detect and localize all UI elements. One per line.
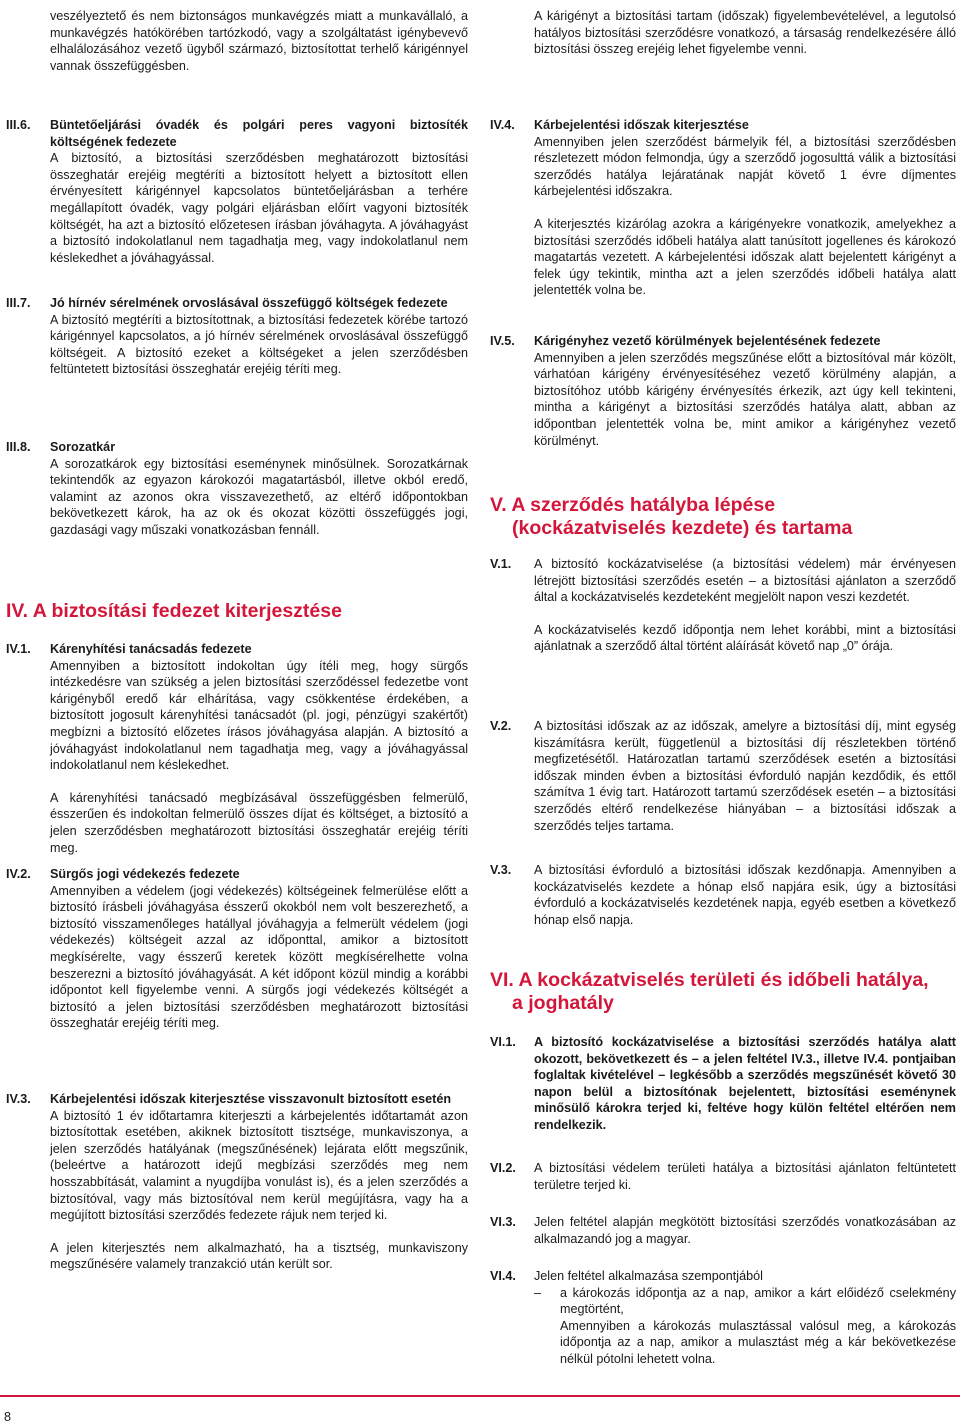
footer-divider xyxy=(0,1395,960,1397)
heading-v-line2: (kockázatviselés kezdete) és tartama xyxy=(512,517,853,539)
section-text: Amennyiben a védelem (jogi védekezés) költségeinek felmerülése előtt a biztosító írásbeli jóváhagyása ésszerű okokból nem volt beszerezhető, a biztosító visszamenőleges hatállyal jóváhagyja a felmerült védelem (jogi védekezés) költségeit azzal az időponttal, amikor a biztosított megkísérelte, vagy ésszerű keretek között megkísérelhette volna beszerezni a biztosító jóváhagyását. A két időpont közül mindig a korábbi időpontot kell figyelembe venni. A sürgős jogi védekezés költségét a biztosító a jelen biztosítási szerződésben meghatározott biztosítási összeghatár erejéig téríti meg. xyxy=(50,883,468,1031)
section-vi-4 xyxy=(490,1268,956,1368)
section-v-3 xyxy=(490,862,956,928)
heading-v xyxy=(490,494,852,540)
section-number: V.3. xyxy=(490,863,512,877)
heading-iv: IV. A biztosítási fedezet kiterjesztése xyxy=(6,600,342,622)
section-text: A biztosító 1 év időtartamra kiterjeszti a kárbejelentés időtartamát azon biztosítottak esetében, akiknek biztosított tisztsége, munkaviszonya, a jelen szerződés hatályának (megszűnésének) lejárata előtt megszűnik, (beleértve a határozott idejű megbízási szerződés meg nem hosszabbítását, valamint a nyugdíjba vonulást is), és a jelen szerződés a biztosítóval, vagy más biztosítóval nem kerül megújításra, vagy ha a megújított biztosítási szerződés fedezete rájuk nem terjed ki. xyxy=(50,1108,468,1223)
left-intro-paragraph: veszélyeztető és nem biztonságos munkavégzés miatt a munkavállaló, a munkavégzés hatókörében tartózkodó, vagy a szolgáltatást igénybevevő elhalálozásához vezető ügyből származó, biztosítottat terhelő kárigénnyel vannak összefüggésben. xyxy=(50,9,468,73)
section-number: III.6. xyxy=(6,118,31,132)
section-title: Kárbejelentési időszak kiterjesztése visszavonult biztosított esetén xyxy=(50,1092,452,1106)
section-text: A biztosító, a biztosítási szerződésben meghatározott biztosítási összeghatár erejéig megtéríti a biztosított helyett a biztosított ellen érvényesített kárigénnyel kapcsolatos büntetőeljárásban a terhére megállapított óvadék, vagy polgári eljárásban előírt vagyoni biztosíték költségét, ha azt a biztosító előzetesen írásban jóváhagyta. A jóváhagyást a biztosító indokolatlanul nem tagadhatja meg, vagy indokolatlanul nem késlekedhet a jóváhagyással. xyxy=(50,151,468,265)
heading-vi-line1: VI. A kockázatviselés területi és időbeli hatálya, xyxy=(490,969,929,991)
section-iv-5 xyxy=(490,333,956,449)
section-title: Sorozatkár xyxy=(50,440,116,454)
section-number: IV.1. xyxy=(6,642,31,656)
section-number: V.1. xyxy=(490,557,512,571)
section-text: A biztosító kockázatviselése (a biztosítási védelem) már érvényesen létrejött biztosítási szerződés esetén – a biztosítási ajánlaton a szerződő által a kockázatviselés kezdeteként megjelölt napon veszi kezdetét. xyxy=(534,557,956,605)
section-number: IV.2. xyxy=(6,867,31,881)
section-number: III.8. xyxy=(6,440,31,454)
section-text: A biztosítási időszak az az időszak, amelyre a biztosítási díj, mint egység kiszámításra került, függetlenül a biztosítási díj részletekben történő megfizetésétől. Határozatlan tartamú szerződések esetén a biztosítási időszak minden évben a biztosítási évforduló napján kezdődik, és ettől számítva 1 évig tart. Határozott tartamú szerződések esetén – a biztosítási szerződés eltérő rendelkezése hiányában – a biztosítási időszak a szerződés teljes tartama. xyxy=(534,719,956,833)
section-title: Sürgős jogi védekezés fedezete xyxy=(50,867,240,881)
section-title: Jó hírnév sérelmének orvoslásával összefüggő költségek fedezete xyxy=(50,296,448,310)
page-number: 8 xyxy=(4,1410,12,1424)
list-item xyxy=(534,1285,956,1318)
section-text: Amennyiben a biztosított indokoltan úgy ítéli meg, hogy sürgős intézkedésre van szükség a jelen biztosítási szerződéssel fedezetbe vont kárigényből eredő kár elhárítása, vagy csökkentése érdekében, a biztosított jogosult kárenyhítési tanácsadót (pl. jogi, pénzügyi szakértőt) megbízni a biztosító előzetes írásos jóváhagyása alapján. A biztosító a jóváhagyást indokolatlanul nem tagadhatja meg, vagy a jóváhagyással indokolatlanul nem késlekedhet. xyxy=(50,658,468,773)
section-text: A biztosítási évforduló a biztosítási időszak kezdőnapja. Amennyiben a kockázatviselés kezdete a hónap első napjára esik, úgy a biztosítási évforduló a kockázatviselés kezdetének napja, egyéb esetben a következő hónap első napja. xyxy=(534,863,956,927)
section-text-2: A kiterjesztés kizárólag azokra a kárigényekre vonatkozik, amelyekhez a biztosítási szerződés időbeli hatálya alatt tanúsított jogellenes és károkozó magatartás vezetett. A kárbejelentési időszak alatt bejelentett kárigényt a felek úgy tekintik, mintha azt a jelen szerződés időbeli hatálya alatt jelentették volna be. xyxy=(534,216,956,298)
section-text: A biztosító kockázatviselése a biztosítási szerződés hatálya alatt okozott, bekövetkezett és – a jelen feltétel IV.3., illetve IV.4. pontjaiban foglaltak kivételével – legkésőbb a szerződés megszűnését követő 30 napon belül a biztosítónak bejelentett, biztosítási eseménynek minősülő károkra terjed ki, feltéve hogy külön feltétel eltérően nem rendelkezik. xyxy=(534,1035,956,1132)
section-number: VI.4. xyxy=(490,1269,516,1283)
section-iii-8 xyxy=(6,439,468,539)
section-iv-1 xyxy=(6,641,468,856)
section-title: Kárbejelentési időszak kiterjesztése xyxy=(534,118,749,132)
section-number: VI.2. xyxy=(490,1161,516,1175)
section-text-2: A kárenyhítési tanácsadó megbízásával összefüggésben felmerülő, ésszerűen és indokoltan felmerülő összes díjat és költséget, a biztosító a jelen szerződésben meghatározott biztosítási összeghatár erejéig téríti meg. xyxy=(50,790,468,855)
section-text: Amennyiben jelen szerződést bármelyik fél, a biztosítási szerződésben részletezett módon felmondja, úgy a szerződő jogosulttá válik a biztosítási szerződés hatálya lejáratának napját követő 1 évre díjmentes kárbejelentési időszakra. xyxy=(534,134,956,199)
section-iii-7 xyxy=(6,295,468,378)
section-text: A biztosító megtéríti a biztosítottnak, a biztosítási fedezetek körébe tartozó kárigénnyel kapcsolatos, a jó hírnév sérelmének orvoslásával összefüggő költségeit. A biztosító ezeket a költségeket a jelen szerződésben feltüntetett biztosítási összeghatár erejéig téríti meg. xyxy=(50,312,468,377)
section-iv-2 xyxy=(6,866,468,1032)
right-intro-paragraph: A kárigényt a biztosítási tartam (időszak) figyelembevételével, a legutolsó hatályos biztosítási szerződésre vonatkozó, a társaság rendelkezésére álló biztosítási összeg erejéig lehet figyelembe venni. xyxy=(534,9,956,57)
heading-vi-line2: a joghatály xyxy=(512,992,614,1014)
list-item-text: a károkozás időpontja az a nap, amikor a kárt előidéző cselekmény megtörtént, xyxy=(560,1285,956,1317)
section-text: Jelen feltétel alkalmazása szempontjából xyxy=(534,1269,763,1283)
dash-bullet: – xyxy=(534,1285,542,1300)
section-number: V.2. xyxy=(490,719,512,733)
section-iv-4 xyxy=(490,117,956,299)
section-v-1 xyxy=(490,556,956,655)
section-number: IV.4. xyxy=(490,118,515,132)
section-text-2: A jelen kiterjesztés nem alkalmazható, ha a tisztség, munkaviszony megszűnésére valamely tranzakció után került sor. xyxy=(50,1240,468,1272)
section-title: Kárigényhez vezető körülmények bejelentésének fedezete xyxy=(534,334,881,348)
section-number: IV.5. xyxy=(490,334,515,348)
section-v-2 xyxy=(490,718,956,834)
section-text-2: A kockázatviselés kezdő időpontja nem lehet korábbi, mint a biztosítási ajánlatnak a szerződő által történt aláírását követő nap „0” órája. xyxy=(534,622,956,654)
section-vi-1 xyxy=(490,1034,956,1134)
heading-vi xyxy=(490,969,929,1015)
section-title: Kárenyhítési tanácsadás fedezete xyxy=(50,642,252,656)
section-vi-3 xyxy=(490,1214,956,1247)
section-text: A biztosítási védelem területi hatálya a biztosítási ajánlaton feltüntetett területre terjed ki. xyxy=(534,1161,956,1192)
list-item-text: Amennyiben a károkozás mulasztással valósul meg, a károkozás időpontja az a nap, amikor a mulasztást még a kár bekövetkezése nélkül pótolni lehetett volna. xyxy=(560,1318,956,1366)
section-number: VI.3. xyxy=(490,1215,516,1229)
list-item xyxy=(534,1318,956,1368)
section-number: IV.3. xyxy=(6,1092,31,1106)
section-text: A sorozatkárok egy biztosítási eseménynek minősülnek. Sorozatkárnak tekintendők az egyazon károkozói magatartásból, illetve okból eredő, valamint az azonos okra visszavezethető, az eltérő időpontokban bekövetkezett károk, ha az ok és okozat közötti összefüggés jogi, gazdasági vagy műszaki vonatkozásban fennáll. xyxy=(50,456,468,537)
section-iii-6 xyxy=(6,117,468,266)
section-number: VI.1. xyxy=(490,1035,516,1049)
section-title: Büntetőeljárási óvadék és polgári peres vagyoni biztosíték költségének fedezete xyxy=(50,118,468,149)
section-iv-3 xyxy=(6,1091,468,1273)
section-text: Amennyiben a jelen szerződés megszűnése előtt a biztosítóval már közölt, várhatóan kárigény érvényesítéséhez vezető körülmény alapján, a biztosítóhoz utóbb kárigény érvényesítés érkezik, azt úgy kell tekinteni, mintha a kárigényt a biztosítási szerződés hatálya alatt, abban az időpontban jelentették volna be, mint amikor a kárigényhez vezető körülményt. xyxy=(534,350,956,448)
section-vi-2 xyxy=(490,1160,956,1193)
section-text: Jelen feltétel alapján megkötött biztosítási szerződés vonatkozásában az alkalmazandó jog a magyar. xyxy=(534,1215,956,1246)
section-number: III.7. xyxy=(6,296,31,310)
heading-v-line1: V. A szerződés hatályba lépése xyxy=(490,494,776,516)
